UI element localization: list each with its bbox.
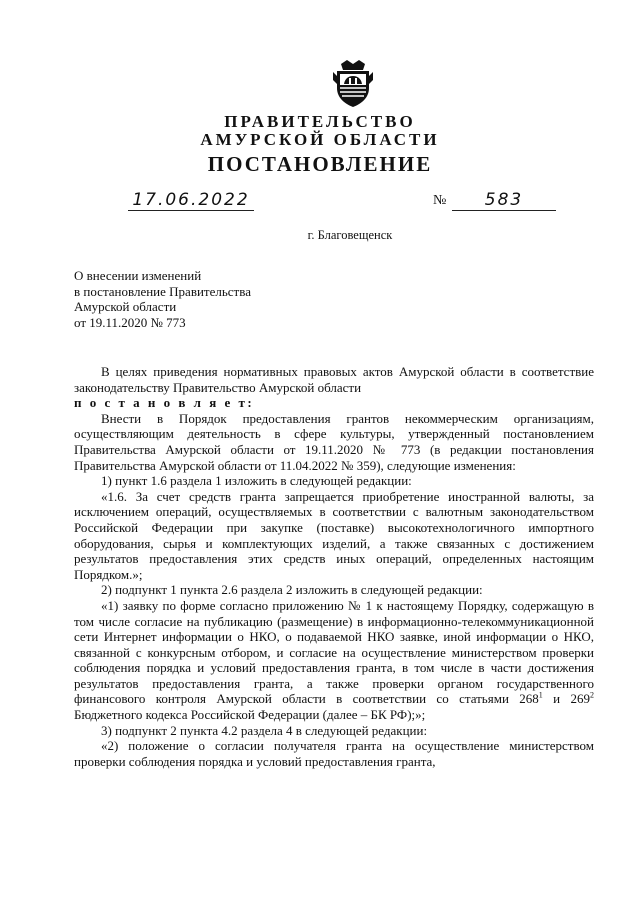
- org-name-line1: ПРАВИТЕЛЬСТВО: [224, 112, 416, 131]
- document-date: 17.06.2022: [128, 190, 254, 211]
- decree-word: п о с т а н о в л я е т:: [74, 395, 255, 411]
- paragraph: 2) подпункт 1 пункта 2.6 раздела 2 изложить в следующей редакции:: [101, 582, 483, 598]
- document-number: 583: [452, 190, 556, 211]
- document-type-title: ПОСТАНОВЛЕНИЕ: [207, 152, 433, 176]
- subject-line: О внесении изменений: [74, 268, 202, 283]
- paragraph: «1.6. За счет средств гранта запрещается приобретение иностранной валюты, за исключением операций, осуществляемых в соответствии с валютным законодательством Российской Федерации при закупке (поставке) высокотехнологичного импортного оборудования, сырья и комплектующих изделий, а также связанных с достижением результатов предоставления этих средств иных операций, определенных настоящим Порядком.»;: [74, 488, 594, 582]
- document-body: [74, 364, 594, 769]
- org-name-line2: АМУРСКОЙ ОБЛАСТИ: [200, 130, 440, 149]
- preamble: В целях приведения нормативных правовых актов Амурской области в соответствие законодательству Правительство Амурской области: [74, 364, 594, 395]
- document-subject: [74, 268, 251, 330]
- paragraph: «1) заявку по форме согласно приложению № 1 к настоящему Порядку, содержащую в том числе согласие на публикацию (размещение) в информационно-телекоммуникационной сети Интернет информации о НКО, о подаваемой НКО заявке, иной информации о НКО, связанной с конкурсным отбором, и согласие на осуществление министерством проверки соблюдения порядка и условий предоставления гранта, в том числе в части достижения результатов предоставления гранта, а также проверки органом государственного финансового контроля Амурской области в соответствии со статьями $268^1$ и $269^2$ Бюджетного кодекса Российской Федерации (далее – БК РФ);»;: [74, 597, 594, 723]
- amur-region-coat-of-arms-icon: [331, 58, 375, 108]
- paragraph: 3) подпункт 2 пункта 4.2 раздела 4 в следующей редакции:: [101, 722, 428, 738]
- subject-line: Амурской области: [74, 299, 177, 314]
- paragraph: 1) пункт 1.6 раздела 1 изложить в следующей редакции:: [101, 473, 412, 489]
- subject-line: от 19.11.2020 № 773: [74, 314, 186, 330]
- paragraph: Внести в Порядок предоставления грантов некоммерческим организациям, осуществляющим деятельность в сфере культуры, утвержденный постановлением Правительства Амурской области от 19.11.2020 № 773 (в редакции постановления Правительства Амурской области от 11.04.2022 № 359), следующие изменения:: [74, 410, 594, 473]
- paragraph: «2) положение о согласии получателя гранта на осуществление министерством проверки соблюдения порядка и условий предоставления гранта,: [74, 738, 594, 769]
- city: г. Благовещенск: [307, 228, 393, 242]
- number-label: №: [433, 193, 447, 208]
- subject-line: в постановление Правительства: [74, 283, 251, 299]
